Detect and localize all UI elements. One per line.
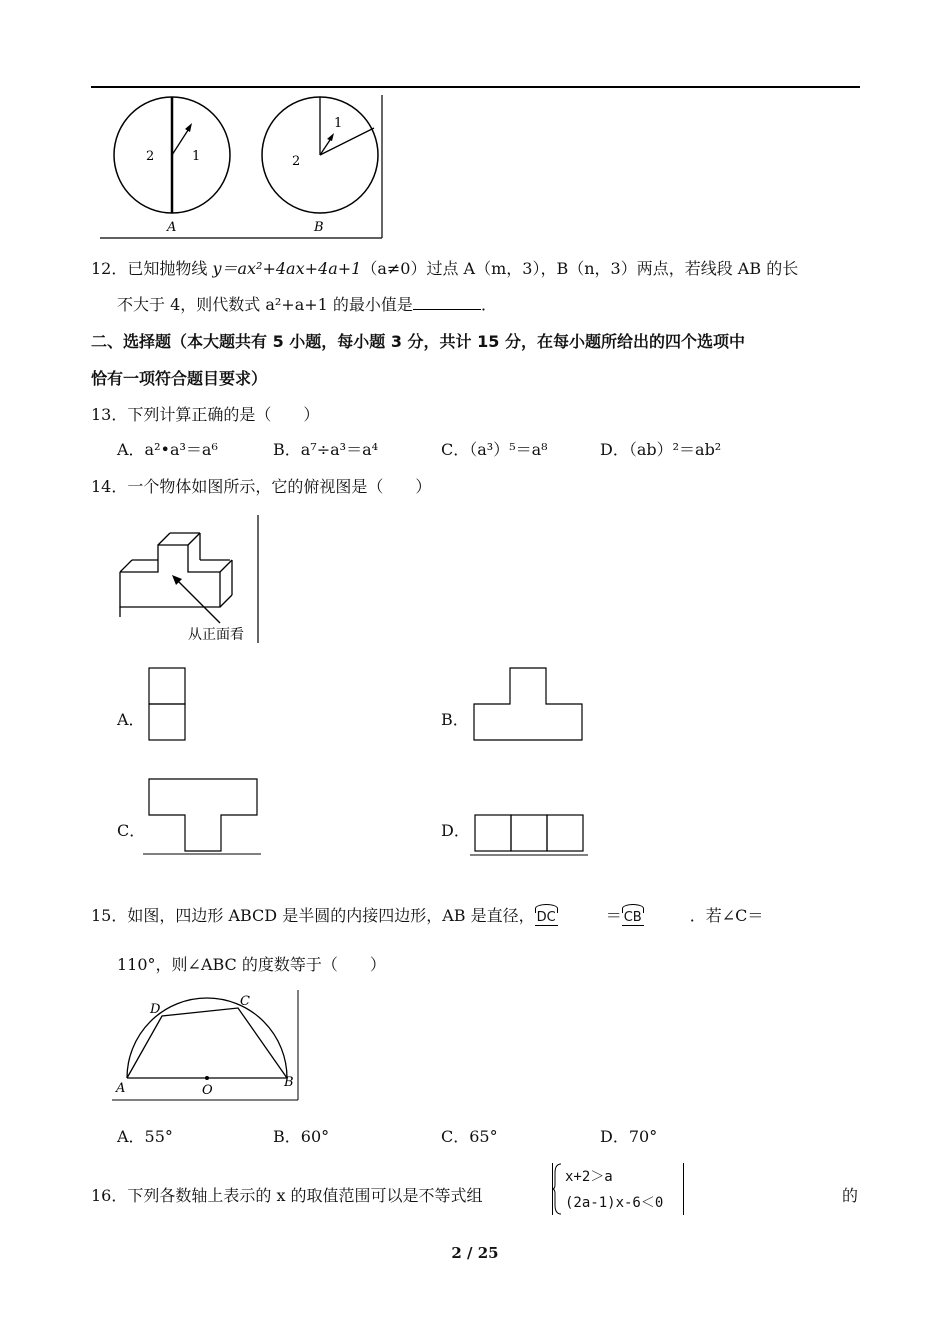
q15-label-d: D [150, 1002, 161, 1017]
q14-option-c-label[interactable]: C． [117, 821, 146, 840]
q12-line1: 12．已知抛物线 y＝ax²+4ax+4a+1（a≠0）过点 A（m，3），B（n，3）两点，若线段 AB 的长 [91, 259, 799, 278]
section2-title-line1: 二、选择题（本大题共有 5 小题，每小题 3 分，共计 15 分，在每小题所给出的四个选项中 [91, 332, 745, 351]
answer-blank[interactable] [413, 295, 481, 310]
q15-line1: 15．如图，四边形 ABCD 是半圆的内接四边形，AB 是直径， DC ＝ CB ．若∠C＝ [91, 906, 764, 925]
q16-inequality-system [552, 1163, 684, 1215]
q16-ineq1: x+2＞a [565, 1169, 613, 1185]
q16-ineq2: (2a-1)x-6＜0 [565, 1195, 664, 1211]
q14-option-b-shape[interactable] [472, 667, 586, 744]
q13-option-d[interactable]: D．（ab）²＝ab² [600, 440, 722, 459]
q14-option-c-shape[interactable] [143, 777, 263, 857]
spinner-figure [100, 95, 390, 240]
arc-dc: DC [536, 910, 556, 925]
q15-option-b[interactable]: B．60° [273, 1127, 330, 1146]
spinner-b-caption: B [314, 220, 324, 235]
header-rule [91, 86, 860, 88]
spinner-a-right-label: 1 [192, 149, 201, 164]
q12-line2: 不大于 4，则代数式 a²+a+1 的最小值是 ． [117, 295, 497, 314]
q13-option-c[interactable]: C．（a³）⁵＝a⁸ [441, 440, 548, 459]
q15-label-c: C [240, 994, 250, 1009]
q15-label-a: A [116, 1081, 126, 1096]
q15-line2: 110°，则∠ABC 的度数等于（ ） [117, 955, 386, 974]
q14-option-d-label[interactable]: D． [441, 821, 470, 840]
q16-stem: 16．下列各数轴上表示的 x 的取值范围可以是不等式组 [91, 1186, 483, 1205]
q13-stem: 13．下列计算正确的是（ ） [91, 405, 320, 424]
q15-option-d[interactable]: D．70° [600, 1127, 658, 1146]
spinner-b-big-label: 2 [292, 154, 301, 169]
q13-option-b[interactable]: B．a⁷÷a³＝a⁴ [273, 440, 379, 459]
spinner-a-caption: A [167, 220, 177, 235]
page-number: 2 / 25 [451, 1244, 499, 1262]
q15-semicircle-figure [112, 990, 302, 1102]
q14-solid-figure [110, 515, 265, 645]
spinner-a-left-label: 2 [146, 149, 155, 164]
arc-cb: CB [623, 910, 642, 925]
q16-tail: 的 [842, 1186, 859, 1205]
q15-option-a[interactable]: A．55° [117, 1127, 173, 1146]
q14-caption: 从正面看 [188, 627, 244, 643]
q15-label-b: B [284, 1075, 294, 1090]
q15-option-c[interactable]: C．65° [441, 1127, 498, 1146]
q13-option-a[interactable]: A．a²•a³＝a⁶ [117, 440, 218, 459]
section2-title-line2: 恰有一项符合题目要求） [91, 369, 268, 388]
q14-option-a-label[interactable]: A． [117, 710, 145, 729]
q14-option-a-shape[interactable] [147, 667, 187, 743]
spinner-b-small-label: 1 [334, 116, 343, 131]
q14-option-d-shape[interactable] [470, 810, 590, 858]
q15-label-o: O [202, 1083, 213, 1098]
q14-stem: 14．一个物体如图所示，它的俯视图是（ ） [91, 477, 432, 496]
q14-option-b-label[interactable]: B． [441, 710, 469, 729]
